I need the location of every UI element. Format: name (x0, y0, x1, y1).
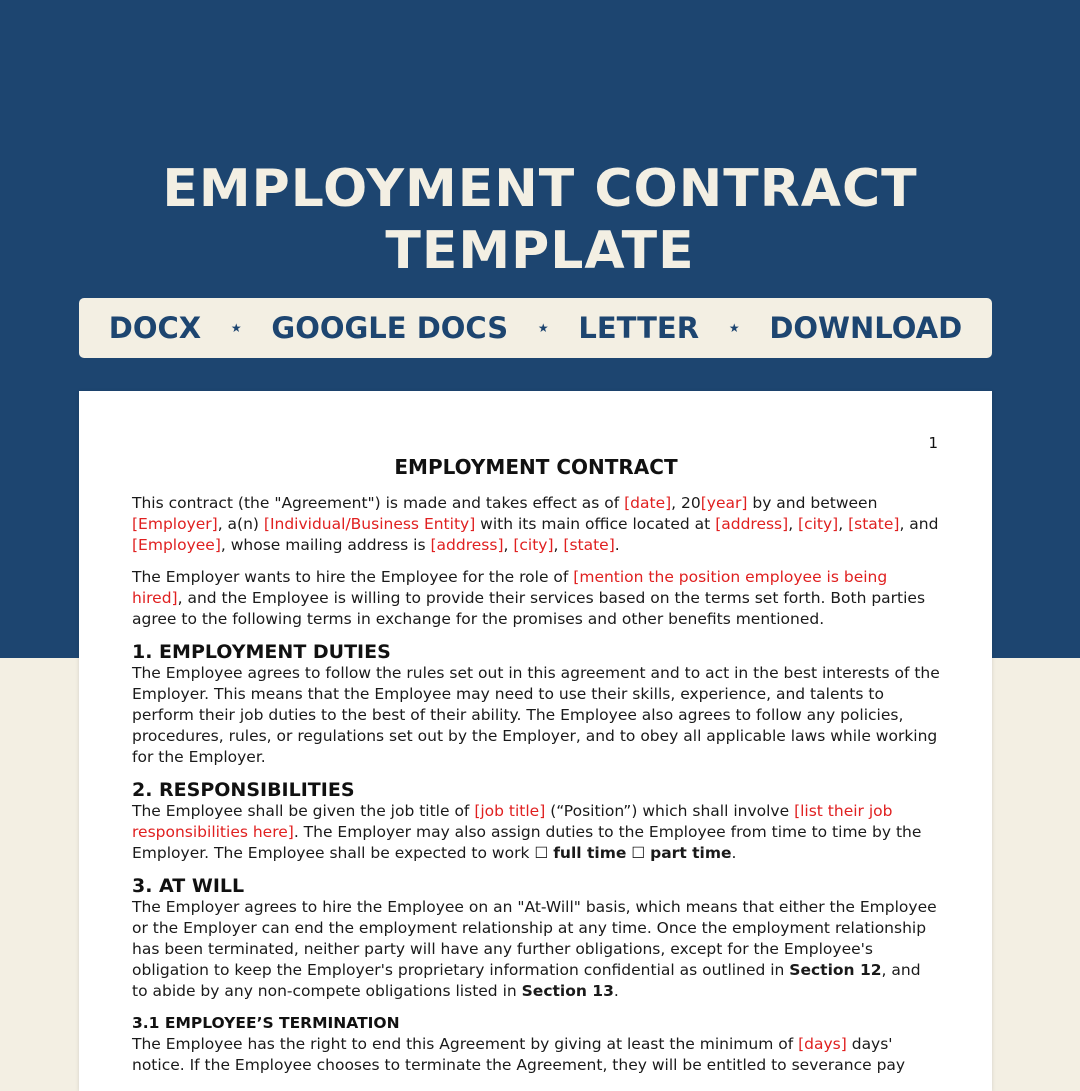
text: The Employee has the right to end this Agreement by giving at least the minimum of (132, 1035, 799, 1053)
placeholder-address: [address] (715, 515, 789, 533)
format-docx: DOCX (108, 311, 202, 345)
text: , (553, 536, 564, 554)
placeholder-responsibilities: [list their job responsibilities here] (132, 802, 893, 841)
text: , a(n) (217, 515, 264, 533)
text: days' notice. If the Employee chooses to terminate the Agreement, they will be entitled to severance pay (132, 1035, 906, 1074)
text: , and to abide by any non-compete obligations listed in (132, 961, 921, 1000)
placeholder-entity: [Individual/Business Entity] (263, 515, 476, 533)
placeholder-employer: [Employer] (132, 515, 218, 533)
text: by and between (747, 494, 878, 512)
document-page (79, 391, 992, 1091)
option-part-time: part time (650, 844, 732, 862)
placeholder-date: [date] (624, 494, 672, 512)
placeholder-state-2: [state] (563, 536, 615, 554)
section-1-heading: 1. EMPLOYMENT DUTIES (132, 641, 391, 663)
text: , 20 (671, 494, 701, 512)
role-paragraph (132, 567, 940, 630)
placeholder-position: [mention the position employee is being hired] (132, 568, 888, 607)
placeholder-state: [state] (848, 515, 900, 533)
checkbox-icon: ☐ (534, 844, 554, 862)
star-icon: ★ (230, 321, 242, 335)
placeholder-employee: [Employee] (132, 536, 221, 554)
title-line-2: TEMPLATE (385, 221, 695, 281)
page-title (0, 158, 1080, 282)
text: , (838, 515, 849, 533)
section-ref: Section 12 (789, 961, 882, 979)
intro-paragraph (132, 493, 940, 556)
text: . (731, 844, 737, 862)
text: (“Position”) which shall involve (545, 802, 795, 820)
section-3-body (132, 897, 940, 1002)
section-3-heading: 3. AT WILL (132, 875, 245, 897)
checkbox-icon: ☐ (626, 844, 651, 862)
text: The Employer agrees to hire the Employee on an "At-Will" basis, which means that either the Employee or the Employer can end the employment relationship at any time. Once the employment relationship has been terminated, neither party will have any further obligations, except for the Employee's obligation to keep the Employer's proprietary information confidential as outlined in (132, 898, 937, 979)
format-letter: LETTER (578, 311, 700, 345)
text: , and (899, 515, 939, 533)
text: The Employee shall be given the job title of (132, 802, 475, 820)
placeholder-city-2: [city] (513, 536, 554, 554)
star-icon: ★ (728, 321, 740, 335)
format-download: DOWNLOAD (769, 311, 963, 345)
text: This contract (the "Agreement") is made and takes effect as of (132, 494, 625, 512)
text: . (613, 982, 619, 1000)
format-google-docs: GOOGLE DOCS (271, 311, 509, 345)
text: . The Employer may also assign duties to the Employee from time to time by the Employer. The Employee shall be expected to work (132, 823, 922, 862)
option-full-time: full time (553, 844, 627, 862)
section-ref: Section 13 (521, 982, 614, 1000)
title-line-1: EMPLOYMENT CONTRACT (162, 159, 918, 219)
text: , whose mailing address is (220, 536, 431, 554)
star-icon: ★ (537, 321, 549, 335)
placeholder-job-title: [job title] (474, 802, 546, 820)
section-2-body (132, 801, 940, 864)
text: The Employer wants to hire the Employee for the role of (132, 568, 574, 586)
placeholder-days: [days] (798, 1035, 847, 1053)
text: , (788, 515, 799, 533)
placeholder-city: [city] (798, 515, 839, 533)
section-3-1-heading: 3.1 EMPLOYEE’S TERMINATION (132, 1014, 400, 1032)
text: . (614, 536, 620, 554)
document-body (132, 454, 940, 1087)
section-2-heading: 2. RESPONSIBILITIES (132, 779, 355, 801)
text: with its main office located at (475, 515, 716, 533)
placeholder-address-2: [address] (430, 536, 504, 554)
document-title: EMPLOYMENT CONTRACT (394, 455, 678, 479)
placeholder-year: [year] (700, 494, 748, 512)
format-bar (79, 298, 992, 358)
text: , (503, 536, 514, 554)
section-3-1-body (132, 1034, 940, 1076)
section-1-body: The Employee agrees to follow the rules set out in this agreement and to act in the best interests of the Employer. This means that the Employee may need to use their skills, experience, and talents to perform their job duties to the best of their ability. The Employee also agrees to follow any policies, procedures, rules, or regulations set out by the Employer, and to obey all applicable laws while working for the Employer. (132, 664, 940, 766)
page-number: 1 (928, 434, 938, 452)
text: , and the Employee is willing to provide their services based on the terms set forth. Both parties agree to the following terms in exchange for the promises and other benefits mentioned. (132, 589, 926, 628)
